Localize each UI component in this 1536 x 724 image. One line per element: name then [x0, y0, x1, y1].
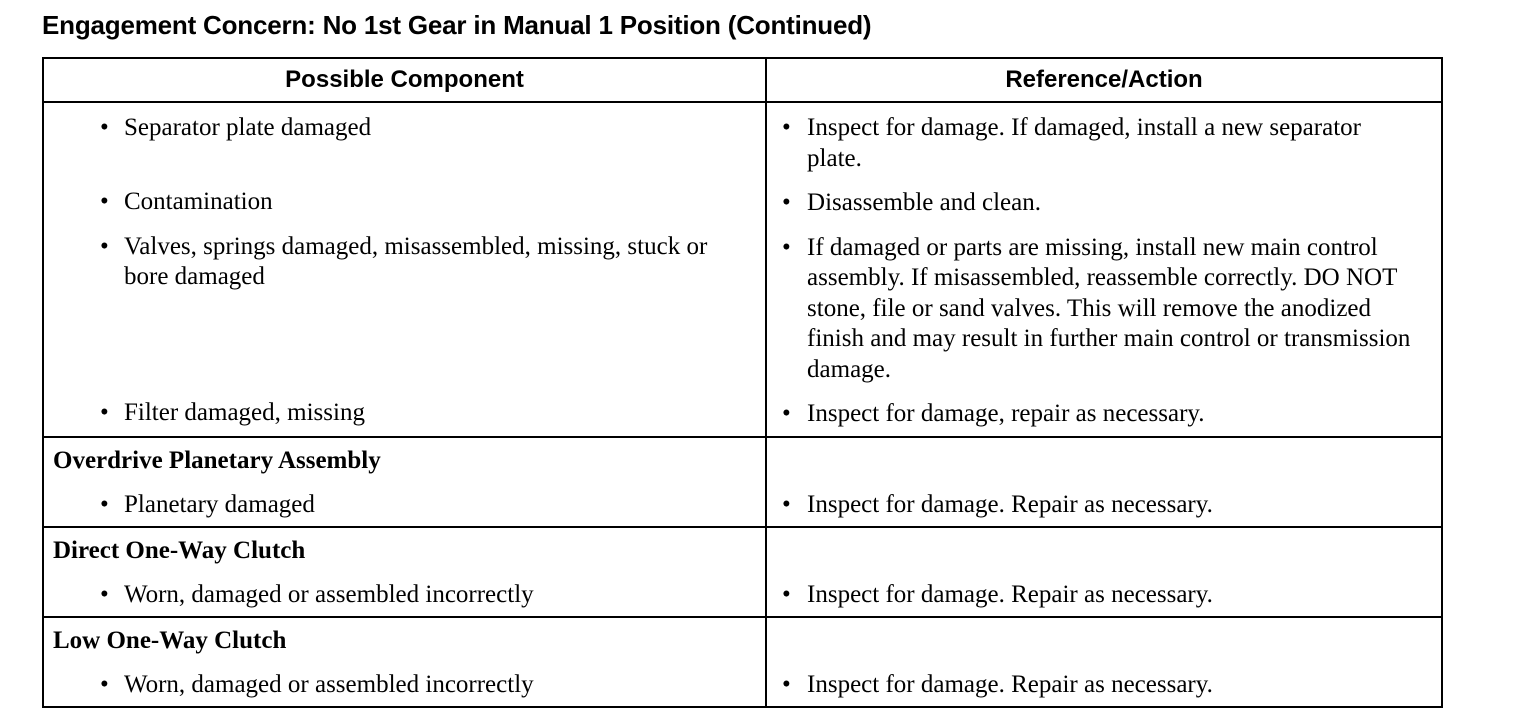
list-item — [44, 398, 765, 429]
action-text: Inspect for damage. Repair as necessary. — [807, 581, 1213, 608]
component-text: Contamination — [124, 188, 273, 215]
list-item — [767, 580, 1441, 611]
component-cell — [43, 102, 766, 437]
action-cell — [766, 437, 1442, 527]
table-row — [43, 437, 1442, 527]
action-cell — [766, 617, 1442, 707]
group-title: Direct One-Way Clutch — [53, 536, 306, 564]
header-reference-action: Reference/Action — [766, 58, 1442, 102]
bullet-icon: • — [100, 398, 109, 426]
bullet-icon: • — [782, 114, 791, 141]
header-possible-component: Possible Component — [43, 58, 766, 102]
component-cell — [43, 437, 766, 527]
component-text: Separator plate damaged — [124, 114, 372, 141]
table-row — [43, 617, 1442, 707]
action-text: If damaged or parts are missing, install new main control assembly. If misassembled, reassemble correctly. DO NOT stone, file or sand valves. This will remove the anodized finish and may result in further main control or transmission damage. — [807, 233, 1411, 383]
list-item — [44, 187, 765, 218]
component-text: Worn, damaged or assembled incorrectly — [124, 671, 534, 698]
bullet-icon: • — [100, 232, 109, 260]
list-item — [44, 580, 765, 611]
bullet-icon: • — [782, 491, 791, 518]
bullet-icon: • — [782, 233, 791, 261]
bullet-icon: • — [100, 188, 109, 215]
component-text: Planetary damaged — [124, 491, 315, 518]
group-title: Low One-Way Clutch — [53, 626, 287, 654]
component-text: Worn, damaged or assembled incorrectly — [124, 581, 534, 608]
action-text: Inspect for damage. If damaged, install a new separator plate. — [807, 114, 1361, 172]
bullet-icon: • — [100, 491, 109, 518]
action-text: Disassemble and clean. — [807, 189, 1041, 216]
action-cell — [766, 102, 1442, 437]
list-item — [44, 670, 765, 701]
action-cell — [766, 527, 1442, 617]
bullet-icon: • — [100, 581, 109, 608]
page-title: Engagement Concern: No 1st Gear in Manual 1 Position (Continued) — [42, 10, 872, 40]
component-text: Valves, springs damaged, misassembled, missing, stuck or bore damaged — [124, 232, 708, 290]
list-item — [767, 399, 1441, 430]
component-text: Filter damaged, missing — [124, 398, 365, 426]
table-row — [43, 527, 1442, 617]
table-header-row — [43, 58, 1442, 102]
component-cell — [43, 527, 766, 617]
component-cell — [43, 617, 766, 707]
bullet-icon: • — [782, 400, 791, 427]
bullet-icon: • — [782, 581, 791, 608]
list-item — [767, 233, 1441, 386]
action-text: Inspect for damage. Repair as necessary. — [807, 491, 1213, 518]
action-text: Inspect for damage, repair as necessary. — [807, 400, 1205, 427]
bullet-icon: • — [100, 114, 109, 141]
diagnostic-table — [42, 57, 1443, 708]
list-item — [767, 670, 1441, 701]
action-text: Inspect for damage. Repair as necessary. — [807, 671, 1213, 698]
list-item — [44, 232, 765, 384]
list-item — [767, 188, 1441, 219]
list-item — [767, 490, 1441, 521]
list-item — [767, 113, 1441, 174]
table-row — [43, 102, 1442, 437]
list-item — [44, 113, 765, 157]
list-item — [44, 490, 765, 521]
group-title: Overdrive Planetary Assembly — [53, 446, 381, 474]
bullet-icon: • — [782, 189, 791, 216]
bullet-icon: • — [100, 671, 109, 698]
bullet-icon: • — [782, 671, 791, 698]
